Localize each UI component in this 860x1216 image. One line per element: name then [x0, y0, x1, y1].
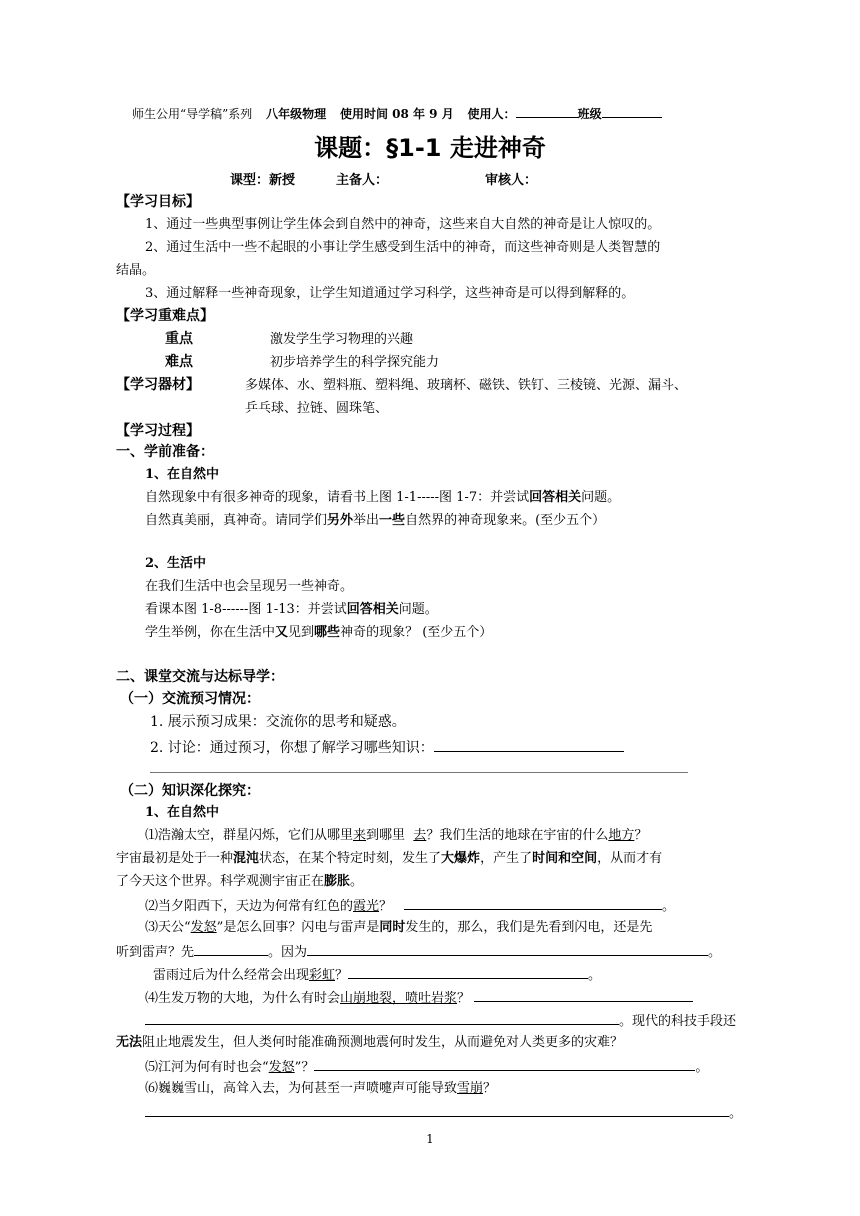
meta-type: 课型：新授: [230, 173, 296, 188]
question-3-line3: 雷雨过后为什么经常会出现彩虹？ 。: [153, 965, 601, 985]
page-number: 1: [426, 1132, 434, 1146]
nature-heading: 1、在自然中: [145, 467, 220, 482]
question-6-line2: 。: [145, 1103, 742, 1123]
difficulty-label: 难点: [165, 354, 193, 370]
question-3-reason-blank[interactable]: [307, 942, 708, 956]
page-title: 课题：§1-1 走进神奇: [314, 134, 546, 162]
nature-line1: 自然现象中有很多神奇的现象，请看书上图 1-1-----图 1-7：并尝试回答相关问题。: [145, 490, 621, 505]
life-heading: 2、生活中: [145, 556, 207, 571]
question-1-line2: 宇宙最初是处于一种混沌状态，在某个特定时刻，发生了大爆炸，产生了时间和空间，从而才有: [116, 851, 663, 866]
question-1-line1: ⑴浩瀚太空，群星闪烁，它们从哪里来到哪里 去？我们生活的地球在宇宙的什么地方？: [145, 828, 648, 843]
difficulty-text: 初步培养学生的科学探究能力: [270, 355, 440, 370]
question-3-first-blank[interactable]: [194, 942, 268, 956]
goal-2-line1: 2、通过生活中一些不起眼的小事让学生感受到生活中的神奇，而这些神奇则是人类智慧的: [145, 240, 661, 255]
nature-line2: 自然真美丽，真神奇。请同学们另外举出一些自然界的神奇现象来。(至少五个）: [145, 513, 606, 528]
header-user-label: 使用人：: [467, 107, 516, 121]
life-line3: 学生举例，你在生活中又见到哪些神奇的现象？ (至少五个）: [145, 625, 493, 640]
pre-heading: 一、学前准备：: [116, 444, 214, 460]
classroom-item2: 2. 讨论：通过预习，你想了解学习哪些知识：: [150, 738, 624, 757]
classroom-sub2: （二）知识深化探究：: [120, 783, 260, 799]
life-line2: 看课本图 1-8------图 1-13：并尝试回答相关问题。: [145, 602, 438, 617]
key-text: 激发学生学习物理的兴趣: [270, 332, 414, 347]
equipment-heading: 【学习器材】: [116, 377, 200, 393]
question-3-line1: ⑶天公“发怒”是怎么回事？闪电与雷声是同时发生的，那么，我们是先看到闪电，还是先: [145, 920, 653, 935]
question-4-line1: ⑷生发万物的大地，为什么有时会山崩地裂，喷吐岩浆？: [145, 988, 693, 1008]
classroom-heading: 二、课堂交流与达标导学：: [116, 669, 284, 685]
question-4-line3: 无法阻止地震发生，但人类何时能准确预测地震何时发生，从而避免对人类更多的灾难？: [116, 1035, 624, 1050]
classroom-item1: 1. 展示预习成果：交流你的思考和疑惑。: [150, 714, 406, 730]
question-4-continue-blank[interactable]: [145, 1011, 619, 1025]
goals-heading: 【学习目标】: [116, 194, 200, 210]
question-2: ⑵当夕阳西下，天边为何常有红色的霞光？ 。: [145, 896, 675, 916]
life-line1: 在我们生活中也会呈现另一些神奇。: [145, 579, 354, 594]
item2-answer-line[interactable]: [150, 772, 688, 773]
keypoints-heading: 【学习重难点】: [116, 308, 214, 324]
equipment-line1: 多媒体、水、塑料瓶、塑料绳、玻璃杯、磁铁、铁钉、三棱镜、光源、漏斗、: [245, 378, 688, 393]
header-subject: 八年级物理: [266, 107, 327, 121]
question-1-line3: 了今天这个世界。科学观测宇宙正在膨胀。: [116, 874, 364, 889]
question-6-blank[interactable]: [145, 1103, 729, 1117]
goal-3: 3、通过解释一些神奇现象，让学生知道通过学习科学，这些神奇是可以得到解释的。: [145, 286, 635, 301]
question-4-line2: 。现代的科技手段还: [145, 1011, 736, 1031]
question-3-rainbow-blank[interactable]: [348, 965, 588, 979]
equipment-line2: 乒乓球、拉链、圆珠笔、: [245, 401, 389, 416]
goal-1: 1、通过一些典型事例让学生体会到自然中的神奇，这些来自大自然的神奇是让人惊叹的。: [145, 217, 661, 232]
classroom-sub1: （一）交流预习情况：: [120, 691, 260, 707]
meta-preparer: 主备人：: [336, 173, 389, 188]
meta-reviewer: 审核人：: [485, 173, 538, 188]
question-4-blank[interactable]: [474, 988, 693, 1002]
header-class-label: 班级: [577, 107, 602, 121]
question-5: ⑸江河为何有时也会“发怒”？ 。: [145, 1057, 708, 1077]
item2-answer-blank[interactable]: [434, 738, 624, 752]
question-3-line2: 听到雷声？先 。因为 。: [116, 942, 721, 962]
goal-2-line2: 结晶。: [116, 263, 156, 278]
process-heading: 【学习过程】: [116, 423, 200, 439]
header-series: 师生公用“导学稿”系列: [132, 107, 253, 121]
header-user-blank[interactable]: [516, 104, 578, 118]
question-5-blank[interactable]: [314, 1057, 695, 1071]
question-2-blank[interactable]: [404, 896, 662, 910]
header-time: 使用时间 08 年 9 月: [339, 107, 454, 121]
header-class-blank[interactable]: [602, 104, 662, 118]
question-6-line1: ⑹巍巍雪山，高耸入去，为何甚至一声喷嚏声可能导致雪崩？: [145, 1081, 497, 1096]
classroom-nature-heading: 1、在自然中: [145, 805, 220, 820]
header-line: [132, 104, 662, 123]
key-label: 重点: [165, 331, 193, 347]
